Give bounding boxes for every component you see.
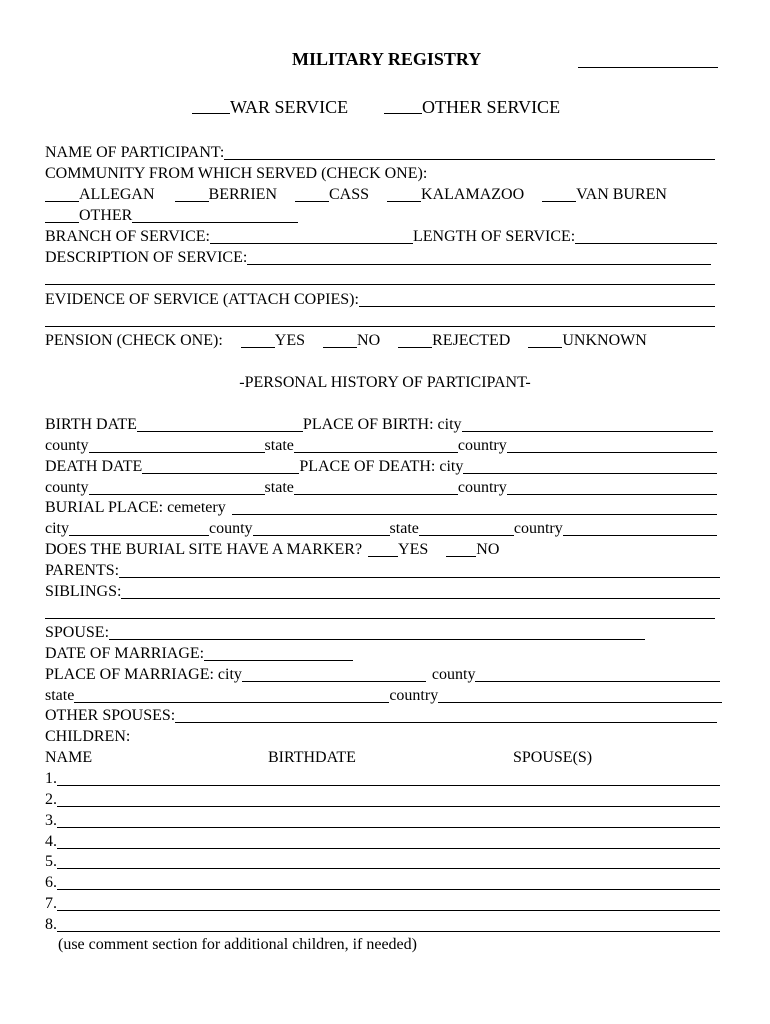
burial-state-field[interactable] (419, 520, 514, 536)
children-spouses-header: SPOUSE(S) (513, 749, 593, 766)
allegan-label: ALLEGAN (79, 186, 155, 203)
pension-rejected-label: REJECTED (432, 332, 511, 349)
parents-row (45, 561, 720, 581)
pension-row (45, 331, 647, 351)
death-county-field[interactable] (89, 479, 265, 495)
parents-field[interactable] (119, 562, 720, 578)
burial-cemetery-label: BURIAL PLACE: cemetery (45, 499, 226, 516)
birth-county-label: county (45, 437, 89, 454)
length-field[interactable] (575, 228, 717, 244)
other-community-checkbox[interactable] (45, 207, 79, 223)
other-service-label: OTHER SERVICE (422, 97, 561, 117)
birth-city-label: PLACE OF BIRTH: city (302, 416, 462, 433)
branch-label: BRANCH OF SERVICE: (45, 228, 210, 245)
child-number: 3. (45, 812, 57, 829)
child-field[interactable] (57, 916, 720, 932)
description-label: DESCRIPTION OF SERVICE: (45, 249, 248, 266)
pension-unknown-label: UNKNOWN (562, 332, 647, 349)
birth-state-field[interactable] (294, 437, 458, 453)
birth-country-label: country (457, 437, 507, 454)
community-other-row (45, 206, 298, 226)
burial-cemetery-field[interactable] (232, 499, 717, 515)
burial-city-label: city (45, 520, 69, 537)
birth-county-field[interactable] (89, 437, 265, 453)
berrien-checkbox[interactable] (175, 186, 209, 202)
kalamazoo-checkbox[interactable] (387, 186, 421, 202)
child-number: 1. (45, 770, 57, 787)
van-buren-label: VAN BUREN (576, 186, 667, 203)
marriage-date-row (45, 644, 353, 664)
siblings-row (45, 582, 720, 602)
war-service-label: WAR SERVICE (230, 97, 349, 117)
other-community-field[interactable] (132, 207, 298, 223)
death-date-label: DEATH DATE (45, 458, 143, 475)
marker-no-checkbox[interactable] (446, 541, 476, 557)
child-row (45, 769, 720, 789)
marker-no-label: NO (476, 541, 500, 558)
other-spouses-label: OTHER SPOUSES: (45, 707, 176, 724)
children-label: CHILDREN: (45, 728, 131, 745)
burial-country-label: country (513, 520, 563, 537)
description-row (45, 248, 711, 268)
marker-question: DOES THE BURIAL SITE HAVE A MARKER? (45, 541, 363, 558)
death-county-label: county (45, 479, 89, 496)
personal-history-heading: -PERSONAL HISTORY OF PARTICIPANT- (239, 374, 531, 391)
other-service-checkbox[interactable] (384, 98, 422, 114)
child-row (45, 852, 720, 872)
community-options-row (45, 185, 715, 205)
birth-date-label: BIRTH DATE (45, 416, 137, 433)
death-city-label: PLACE OF DEATH: city (299, 458, 464, 475)
children-birthdate-header: BIRTHDATE (268, 749, 356, 766)
birth-date-field[interactable] (137, 416, 303, 432)
pension-yes-label: YES (274, 332, 306, 349)
marriage-city-label: PLACE OF MARRIAGE: city (45, 666, 242, 683)
child-field[interactable] (57, 812, 720, 828)
child-field[interactable] (57, 853, 720, 869)
spouse-label: SPOUSE: (45, 624, 110, 641)
evidence-row (45, 290, 715, 310)
pension-rejected-checkbox[interactable] (398, 332, 432, 348)
child-field[interactable] (57, 791, 720, 807)
marriage-state-label: state (45, 687, 75, 704)
birth-state-label: state (264, 437, 294, 454)
death-city-field[interactable] (463, 458, 717, 474)
burial-row (45, 498, 717, 518)
branch-length-row (45, 227, 717, 247)
death-state-field[interactable] (294, 479, 458, 495)
death-country-label: country (457, 479, 507, 496)
war-service-checkbox[interactable] (192, 98, 230, 114)
marriage-county-label: county (431, 666, 476, 683)
community-label: COMMUNITY FROM WHICH SERVED (CHECK ONE): (45, 165, 428, 182)
child-field[interactable] (57, 833, 720, 849)
burial-country-field[interactable] (563, 520, 717, 536)
war-service-option (192, 96, 348, 118)
cass-label: CASS (329, 186, 370, 203)
birth-location-row (45, 436, 717, 456)
berrien-label: BERRIEN (208, 186, 277, 203)
death-state-label: state (264, 479, 294, 496)
death-location-row (45, 478, 717, 498)
marriage-country-field[interactable] (438, 687, 722, 703)
siblings-extra-line[interactable] (45, 618, 715, 619)
participant-name-field[interactable] (224, 144, 715, 160)
marriage-place-row (45, 665, 720, 685)
pension-unknown-checkbox[interactable] (528, 332, 562, 348)
evidence-field[interactable] (359, 291, 715, 307)
marriage-county-field[interactable] (475, 666, 720, 682)
child-field[interactable] (57, 895, 720, 911)
marriage-date-label: DATE OF MARRIAGE: (45, 645, 205, 662)
child-field[interactable] (57, 770, 720, 786)
birth-row (45, 415, 713, 435)
child-number: 6. (45, 874, 57, 891)
burial-city-field[interactable] (69, 520, 209, 536)
evidence-label: EVIDENCE OF SERVICE (ATTACH COPIES): (45, 291, 359, 308)
pension-yes-checkbox[interactable] (241, 332, 275, 348)
registry-number-field[interactable] (578, 48, 718, 68)
death-date-field[interactable] (142, 458, 299, 474)
children-name-header: NAME (45, 749, 93, 766)
other-service-option (384, 96, 560, 118)
siblings-field[interactable] (121, 583, 720, 599)
marker-yes-label: YES (398, 541, 429, 558)
cass-checkbox[interactable] (295, 186, 329, 202)
child-field[interactable] (57, 874, 720, 890)
description-field[interactable] (247, 249, 711, 265)
spouse-field[interactable] (109, 624, 645, 640)
birth-country-field[interactable] (507, 437, 717, 453)
burial-county-field[interactable] (253, 520, 390, 536)
child-row (45, 811, 720, 831)
pension-label: PENSION (CHECK ONE): (45, 332, 223, 349)
description-extra-line[interactable] (45, 284, 715, 285)
allegan-checkbox[interactable] (45, 186, 79, 202)
other-spouses-row (45, 706, 717, 726)
length-label: LENGTH OF SERVICE: (412, 228, 576, 245)
van-buren-checkbox[interactable] (542, 186, 576, 202)
child-row (45, 915, 720, 935)
marriage-location-row (45, 686, 722, 706)
kalamazoo-label: KALAMAZOO (421, 186, 525, 203)
marriage-state-field[interactable] (74, 687, 389, 703)
form-title: MILITARY REGISTRY (292, 49, 482, 69)
child-row (45, 790, 720, 810)
evidence-extra-line[interactable] (45, 326, 715, 327)
child-number: 4. (45, 833, 57, 850)
siblings-label: SIBLINGS: (45, 583, 122, 600)
child-row (45, 894, 720, 914)
death-country-field[interactable] (507, 479, 717, 495)
other-community-label: OTHER (79, 207, 133, 224)
burial-location-row (45, 519, 717, 539)
child-number: 7. (45, 895, 57, 912)
children-note: (use comment section for additional children, if needed) (58, 936, 417, 953)
child-row (45, 832, 720, 852)
pension-no-label: NO (357, 332, 381, 349)
pension-no-checkbox[interactable] (323, 332, 357, 348)
marriage-country-label: country (389, 687, 439, 704)
other-spouses-field[interactable] (175, 707, 717, 723)
child-number: 8. (45, 916, 57, 933)
participant-name-label: NAME OF PARTICIPANT: (45, 144, 225, 161)
parents-label: PARENTS: (45, 562, 120, 579)
spouse-row (45, 623, 645, 643)
child-number: 2. (45, 791, 57, 808)
participant-name-row (45, 143, 715, 163)
child-row (45, 873, 720, 893)
burial-state-label: state (389, 520, 419, 537)
death-row (45, 457, 717, 477)
birth-city-field[interactable] (462, 416, 713, 432)
branch-field[interactable] (210, 228, 413, 244)
marker-row (45, 540, 499, 560)
marker-yes-checkbox[interactable] (368, 541, 398, 557)
marriage-city-field[interactable] (242, 666, 426, 682)
burial-county-label: county (209, 520, 253, 537)
marriage-date-field[interactable] (204, 645, 353, 661)
child-number: 5. (45, 853, 57, 870)
